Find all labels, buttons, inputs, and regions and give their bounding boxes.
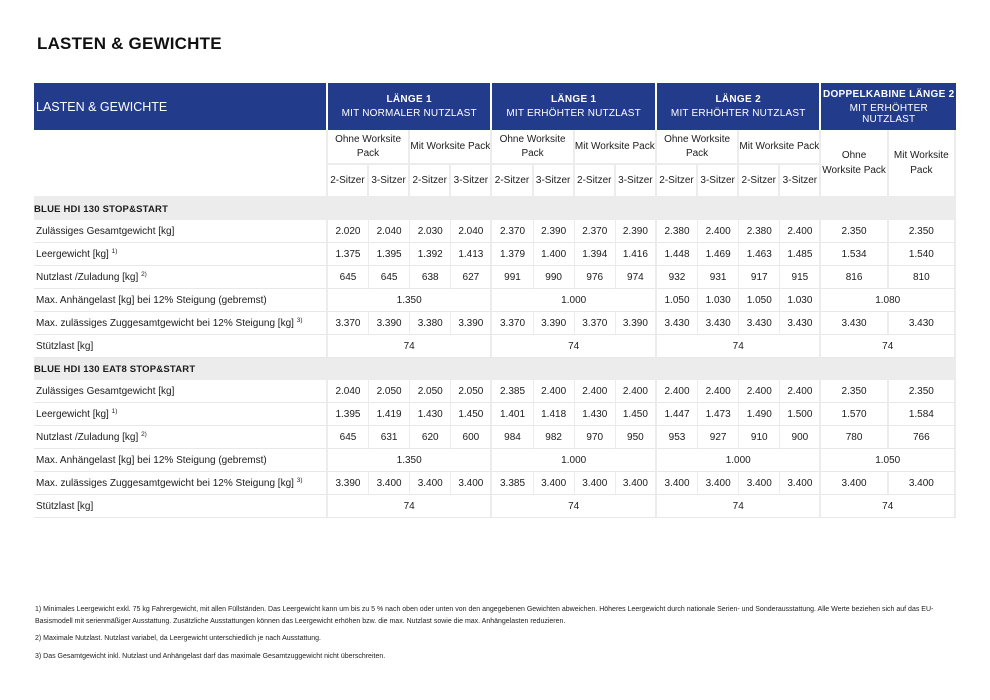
value-cell: 974 [616, 266, 657, 289]
pack-header-row [34, 130, 956, 165]
value-cell: 2.350 [889, 220, 956, 243]
value-cell: 2.040 [369, 220, 410, 243]
value-cell: 2.050 [369, 380, 410, 403]
value-cell: 3.390 [451, 312, 492, 335]
value-cell: 2.030 [410, 220, 451, 243]
value-cell: 3.390 [616, 312, 657, 335]
row-label: Leergewicht [kg] [36, 248, 109, 260]
table-header-row [34, 83, 956, 130]
value-cell: 2.385 [492, 380, 533, 403]
value-cell: 3.400 [780, 472, 821, 495]
value-cell: 2.390 [616, 220, 657, 243]
row-label: Stützlast [kg] [36, 500, 94, 512]
value-cell: 1.050 [657, 289, 698, 312]
value-cell: 2.350 [889, 380, 956, 403]
merged-value-cell: 74 [492, 495, 657, 518]
value-cell: 2.400 [534, 380, 575, 403]
footnote-ref: 1) [111, 407, 118, 415]
value-cell: 780 [821, 426, 888, 449]
value-cell: 1.400 [534, 243, 575, 266]
value-cell: 1.416 [616, 243, 657, 266]
value-cell: 3.430 [698, 312, 739, 335]
merged-value-cell: 74 [492, 335, 657, 358]
value-cell: 953 [657, 426, 698, 449]
value-cell: 3.380 [410, 312, 451, 335]
row-label-cell [34, 426, 328, 449]
group-subtitle: MIT ERHÖHTER NUTZLAST [670, 108, 806, 119]
table-row [34, 495, 956, 518]
section-row [34, 198, 956, 220]
merged-value-cell: 74 [657, 335, 822, 358]
row-label: Max. Anhängelast [kg] bei 12% Steigung (gebremst) [36, 294, 267, 306]
table-row [34, 403, 956, 426]
value-cell: 620 [410, 426, 451, 449]
value-cell: 2.350 [821, 220, 888, 243]
value-cell: 2.400 [739, 380, 780, 403]
value-cell: 1.469 [698, 243, 739, 266]
value-cell: 2.400 [780, 380, 821, 403]
merged-value-cell: 1.080 [821, 289, 956, 312]
header-blank-cell [34, 130, 328, 198]
value-cell: 1.030 [780, 289, 821, 312]
pack-label: Ohne Worksite Pack [492, 130, 574, 165]
row-label-cell [34, 312, 328, 335]
value-cell: 2.370 [492, 220, 533, 243]
value-cell: 3.370 [492, 312, 533, 335]
value-cell: 2.390 [534, 220, 575, 243]
value-cell: 1.418 [534, 403, 575, 426]
value-cell: 982 [534, 426, 575, 449]
value-cell: 3.430 [657, 312, 698, 335]
seat-label: 3-Sitzer [698, 165, 739, 198]
value-cell: 1.413 [451, 243, 492, 266]
pack-label: Mit Worksite Pack [575, 130, 657, 165]
row-label-cell [34, 266, 328, 289]
value-cell: 1.570 [821, 403, 888, 426]
value-cell: 990 [534, 266, 575, 289]
footnote-2: 2) Maximale Nutzlast. Nutzlast variabel, da Leergewicht unterschiedlich je nach Ausstattung. [35, 635, 321, 642]
table-corner-label: LASTEN & GEWICHTE [34, 83, 328, 130]
section-title: BLUE HDI 130 EAT8 STOP&START [34, 358, 956, 380]
row-label: Nutzlast /Zuladung [kg] [36, 431, 139, 443]
value-cell: 2.040 [328, 380, 369, 403]
value-cell: 3.400 [698, 472, 739, 495]
value-cell: 927 [698, 426, 739, 449]
value-cell: 3.370 [575, 312, 616, 335]
group-title: DOPPELKABINE LÄNGE 2 [822, 88, 955, 100]
value-cell: 3.400 [821, 472, 888, 495]
value-cell: 1.540 [889, 243, 956, 266]
value-cell: 3.400 [739, 472, 780, 495]
value-cell: 810 [889, 266, 956, 289]
table-row [34, 266, 956, 289]
value-cell: 1.450 [616, 403, 657, 426]
row-label-cell [34, 289, 328, 312]
value-cell: 2.350 [821, 380, 888, 403]
merged-value-cell: 74 [821, 495, 956, 518]
merged-value-cell: 74 [328, 335, 493, 358]
table-row [34, 380, 956, 403]
value-cell: 970 [575, 426, 616, 449]
value-cell: 915 [780, 266, 821, 289]
row-label-cell [34, 380, 328, 403]
footnote-ref: 2) [141, 430, 147, 438]
value-cell: 1.430 [575, 403, 616, 426]
value-cell: 2.400 [657, 380, 698, 403]
table-row [34, 220, 956, 243]
value-cell: 3.385 [492, 472, 533, 495]
value-cell: 984 [492, 426, 533, 449]
value-cell: 1.584 [889, 403, 956, 426]
value-cell: 3.400 [575, 472, 616, 495]
pack-label: Ohne Worksite Pack [657, 130, 739, 165]
seat-label: 2-Sitzer [575, 165, 616, 198]
value-cell: 645 [328, 426, 369, 449]
value-cell: 3.370 [328, 312, 369, 335]
dk-pack-label: Mit Worksite Pack [889, 130, 956, 198]
footnote-ref: 1) [111, 247, 118, 255]
group-title: LÄNGE 1 [386, 94, 432, 105]
value-cell: 931 [698, 266, 739, 289]
value-cell: 3.400 [369, 472, 410, 495]
row-label: Zulässiges Gesamtgewicht [kg] [36, 225, 175, 237]
table-row [34, 472, 956, 495]
value-cell: 1.485 [780, 243, 821, 266]
value-cell: 2.050 [410, 380, 451, 403]
table-row [34, 243, 956, 266]
row-label-cell [34, 403, 328, 426]
value-cell: 1.395 [369, 243, 410, 266]
value-cell: 2.400 [698, 380, 739, 403]
seat-label: 3-Sitzer [616, 165, 657, 198]
value-cell: 1.401 [492, 403, 533, 426]
value-cell: 1.030 [698, 289, 739, 312]
seat-label: 2-Sitzer [328, 165, 369, 198]
row-label-cell [34, 449, 328, 472]
value-cell: 1.490 [739, 403, 780, 426]
seat-label: 2-Sitzer [657, 165, 698, 198]
pack-label: Ohne Worksite Pack [328, 130, 410, 165]
value-cell: 1.419 [369, 403, 410, 426]
value-cell: 3.400 [410, 472, 451, 495]
merged-value-cell: 1.350 [328, 289, 493, 312]
group-subtitle: MIT ERHÖHTER NUTZLAST [506, 108, 641, 119]
row-label: Nutzlast /Zuladung [kg] [36, 271, 139, 283]
seat-label: 3-Sitzer [451, 165, 492, 198]
value-cell: 645 [328, 266, 369, 289]
value-cell: 2.400 [780, 220, 821, 243]
value-cell: 976 [575, 266, 616, 289]
row-label-cell [34, 472, 328, 495]
row-label: Zulässiges Gesamtgewicht [kg] [36, 385, 175, 397]
value-cell: 910 [739, 426, 780, 449]
row-label-cell [34, 495, 328, 518]
page-title: LASTEN & GEWICHTE [37, 34, 222, 53]
seat-label: 2-Sitzer [492, 165, 533, 198]
pack-label: Mit Worksite Pack [410, 130, 492, 165]
table-row [34, 335, 956, 358]
value-cell: 3.390 [534, 312, 575, 335]
footnote-3: 3) Das Gesamtgewicht inkl. Nutzlast und Anhängelast darf das maximale Gesamtzuggewicht nicht überschreiten. [35, 652, 386, 660]
weights-table [34, 83, 956, 518]
footnotes [35, 604, 960, 668]
value-cell: 1.375 [328, 243, 369, 266]
footnote-1: 1) Minimales Leergewicht exkl. 75 kg Fahrergewicht, mit allen Füllständen. Das Leergewicht kann um bis zu 5 % nach oben oder unten von den angegebenen Gewichten abweichen. Höheres Leergewicht durch nationale Serien- und Sonderausstattung. Alle Werte beziehen sich auf das EU-Basismodell mit serienmäßiger Ausstattung. Zusätzliche Ausstattungen können das Leergewicht erhöhen bzw. die max. Nutzlast sowie die max. Anhängelasten reduzieren. [35, 606, 934, 625]
row-label: Max. zulässiges Zuggesamtgewicht bei 12% Steigung [kg] [36, 477, 294, 489]
value-cell: 3.400 [616, 472, 657, 495]
row-label-cell [34, 335, 328, 358]
merged-value-cell: 1.000 [492, 449, 657, 472]
value-cell: 1.395 [328, 403, 369, 426]
value-cell: 3.400 [889, 472, 956, 495]
value-cell: 3.390 [369, 312, 410, 335]
value-cell: 2.400 [698, 220, 739, 243]
group-header-laenge1-erhoeht [492, 83, 657, 130]
value-cell: 2.380 [657, 220, 698, 243]
footnote-ref: 3) [296, 476, 303, 484]
seat-label: 3-Sitzer [369, 165, 410, 198]
merged-value-cell: 74 [657, 495, 822, 518]
value-cell: 627 [451, 266, 492, 289]
value-cell: 766 [889, 426, 956, 449]
value-cell: 900 [780, 426, 821, 449]
table-row [34, 289, 956, 312]
value-cell: 1.534 [821, 243, 888, 266]
value-cell: 3.430 [821, 312, 888, 335]
row-label: Max. zulässiges Zuggesamtgewicht bei 12% Steigung [kg] [36, 317, 294, 329]
seat-label: 3-Sitzer [534, 165, 575, 198]
group-header-laenge1-normal [328, 83, 493, 130]
value-cell: 3.400 [534, 472, 575, 495]
group-header-laenge2-erhoeht [657, 83, 822, 130]
row-label: Leergewicht [kg] [36, 408, 109, 420]
dk-pack-label: Ohne Worksite Pack [821, 130, 888, 198]
group-title: LÄNGE 2 [715, 94, 761, 105]
value-cell: 917 [739, 266, 780, 289]
value-cell: 631 [369, 426, 410, 449]
table-row [34, 312, 956, 335]
value-cell: 1.500 [780, 403, 821, 426]
value-cell: 2.050 [451, 380, 492, 403]
merged-value-cell: 1.000 [657, 449, 822, 472]
section-title: BLUE HDI 130 STOP&START [34, 198, 956, 220]
value-cell: 1.392 [410, 243, 451, 266]
merged-value-cell: 1.000 [492, 289, 657, 312]
value-cell: 2.400 [616, 380, 657, 403]
row-label-cell [34, 243, 328, 266]
seat-label: 3-Sitzer [780, 165, 821, 198]
value-cell: 2.380 [739, 220, 780, 243]
value-cell: 1.379 [492, 243, 533, 266]
value-cell: 600 [451, 426, 492, 449]
pack-label: Mit Worksite Pack [739, 130, 821, 165]
value-cell: 3.430 [889, 312, 956, 335]
group-header-doppelkabine [821, 83, 956, 130]
value-cell: 2.040 [451, 220, 492, 243]
seat-label: 2-Sitzer [410, 165, 451, 198]
footnote-ref: 3) [296, 316, 303, 324]
value-cell: 932 [657, 266, 698, 289]
value-cell: 2.020 [328, 220, 369, 243]
row-label: Max. Anhängelast [kg] bei 12% Steigung (gebremst) [36, 454, 267, 466]
merged-value-cell: 74 [328, 495, 493, 518]
value-cell: 1.473 [698, 403, 739, 426]
value-cell: 1.447 [657, 403, 698, 426]
value-cell: 1.050 [739, 289, 780, 312]
row-label: Stützlast [kg] [36, 340, 94, 352]
value-cell: 2.400 [575, 380, 616, 403]
value-cell: 1.463 [739, 243, 780, 266]
section-row [34, 358, 956, 380]
value-cell: 1.448 [657, 243, 698, 266]
value-cell: 1.394 [575, 243, 616, 266]
value-cell: 1.450 [451, 403, 492, 426]
footnote-ref: 2) [141, 270, 147, 278]
value-cell: 816 [821, 266, 888, 289]
value-cell: 3.400 [657, 472, 698, 495]
value-cell: 638 [410, 266, 451, 289]
value-cell: 950 [616, 426, 657, 449]
group-title: LÄNGE 1 [550, 94, 597, 105]
seat-label: 2-Sitzer [739, 165, 780, 198]
value-cell: 991 [492, 266, 533, 289]
merged-value-cell: 1.050 [821, 449, 956, 472]
row-label-cell [34, 220, 328, 243]
group-subtitle: MIT NORMALER NUTZLAST [341, 108, 477, 119]
table-row [34, 426, 956, 449]
merged-value-cell: 74 [821, 335, 956, 358]
table-row [34, 449, 956, 472]
merged-value-cell: 1.350 [328, 449, 493, 472]
value-cell: 3.400 [451, 472, 492, 495]
value-cell: 645 [369, 266, 410, 289]
value-cell: 1.430 [410, 403, 451, 426]
value-cell: 3.430 [780, 312, 821, 335]
value-cell: 3.390 [328, 472, 369, 495]
group-subtitle: MIT ERHÖHTER NUTZLAST [849, 102, 928, 125]
value-cell: 3.430 [739, 312, 780, 335]
value-cell: 2.370 [575, 220, 616, 243]
